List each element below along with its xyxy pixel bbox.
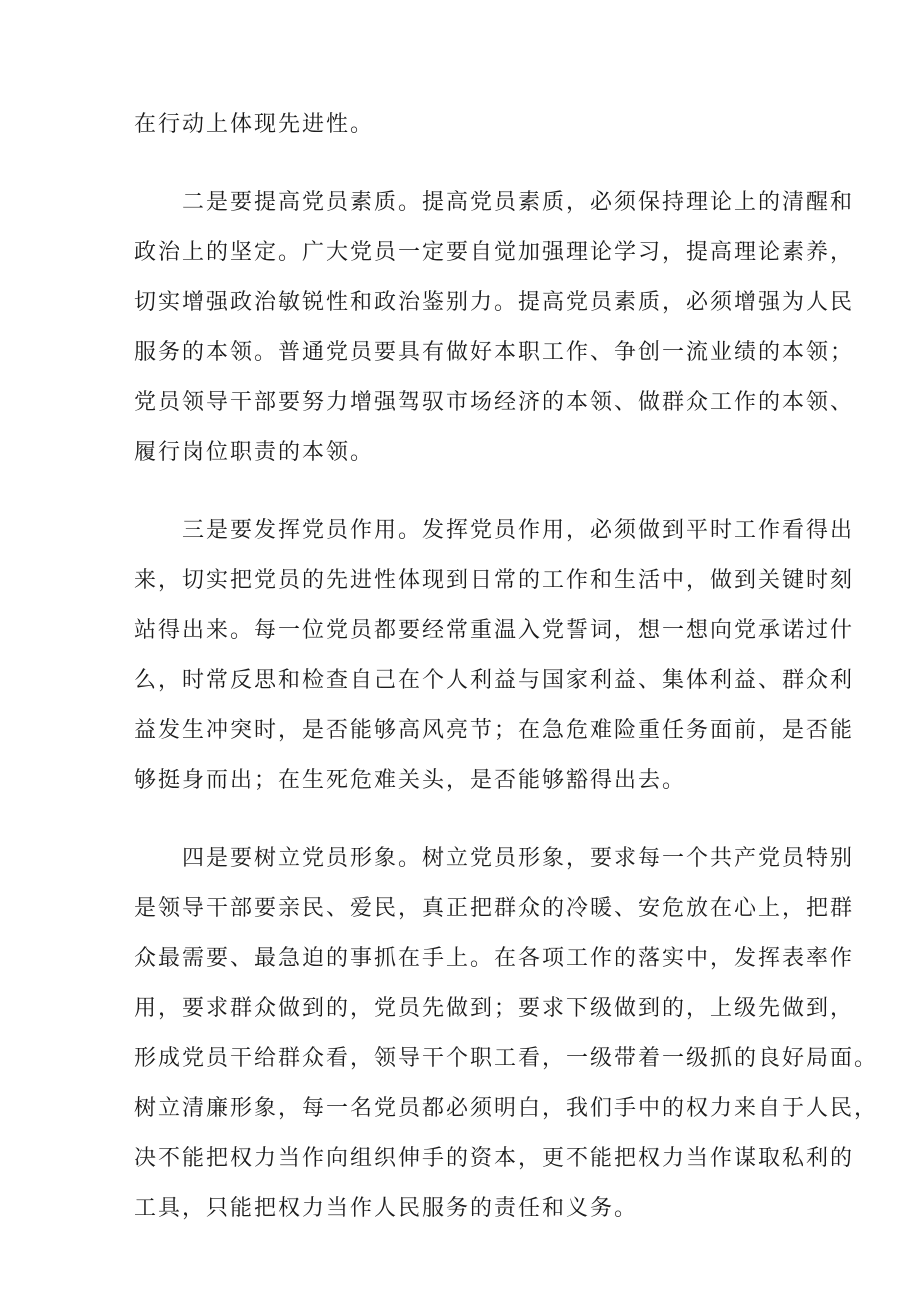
text-line: 履行岗位职责的本领。 (134, 440, 375, 465)
document-body (134, 100, 879, 1234)
text-line: 二是要提高党员素质。提高党员素质，必须保持理论上的清醒和 (134, 190, 855, 215)
text-line: 政治上的坚定。广大党员一定要自觉加强理论学习，提高理论素养， (134, 240, 855, 265)
text-line: 益发生冲突时，是否能够高风亮节；在急危难险重任务面前，是否能 (134, 718, 855, 743)
text-line: 够挺身而出；在生死危难关头，是否能够豁得出去。 (134, 768, 687, 793)
text-line: 树立清廉形象，每一名党员都必须明白，我们手中的权力来自于人民， (134, 1096, 879, 1121)
text-line: 四是要树立党员形象。树立党员形象，要求每一个共产党员特别 (134, 846, 855, 871)
text-line: 三是要发挥党员作用。发挥党员作用，必须做到平时工作看得出 (134, 518, 855, 543)
text-line: 众最需要、最急迫的事抓在手上。在各项工作的落实中，发挥表率作 (134, 946, 855, 971)
text-line: 在行动上体现先进性。 (134, 112, 375, 137)
text-line: 工具，只能把权力当作人民服务的责任和义务。 (134, 1196, 639, 1221)
text-line: 站得出来。每一位党员都要经常重温入党誓词，想一想向党承诺过什 (134, 618, 855, 643)
text-line: 来，切实把党员的先进性体现到日常的工作和生活中，做到关键时刻 (134, 568, 855, 593)
text-line: 党员领导干部要努力增强驾驭市场经济的本领、做群众工作的本领、 (134, 390, 855, 415)
text-line: 形成党员干给群众看，领导干个职工看，一级带着一级抓的良好局面。 (134, 1046, 879, 1071)
text-line: 是领导干部要亲民、爱民，真正把群众的冷暖、安危放在心上，把群 (134, 896, 855, 921)
paragraph-gap (134, 478, 794, 506)
paragraph-gap (134, 806, 794, 834)
text-line: 用，要求群众做到的，党员先做到；要求下级做到的，上级先做到， (134, 996, 855, 1021)
text-line: 服务的本领。普通党员要具有做好本职工作、争创一流业绩的本领； (134, 340, 855, 365)
paragraph-gap (134, 150, 794, 178)
text-line: 切实增强政治敏锐性和政治鉴别力。提高党员素质，必须增强为人民 (134, 290, 855, 315)
text-line: 决不能把权力当作向组织伸手的资本，更不能把权力当作谋取私利的 (134, 1146, 855, 1171)
text-line: 么，时常反思和检查自己在个人利益与国家利益、集体利益、群众利 (134, 668, 855, 693)
